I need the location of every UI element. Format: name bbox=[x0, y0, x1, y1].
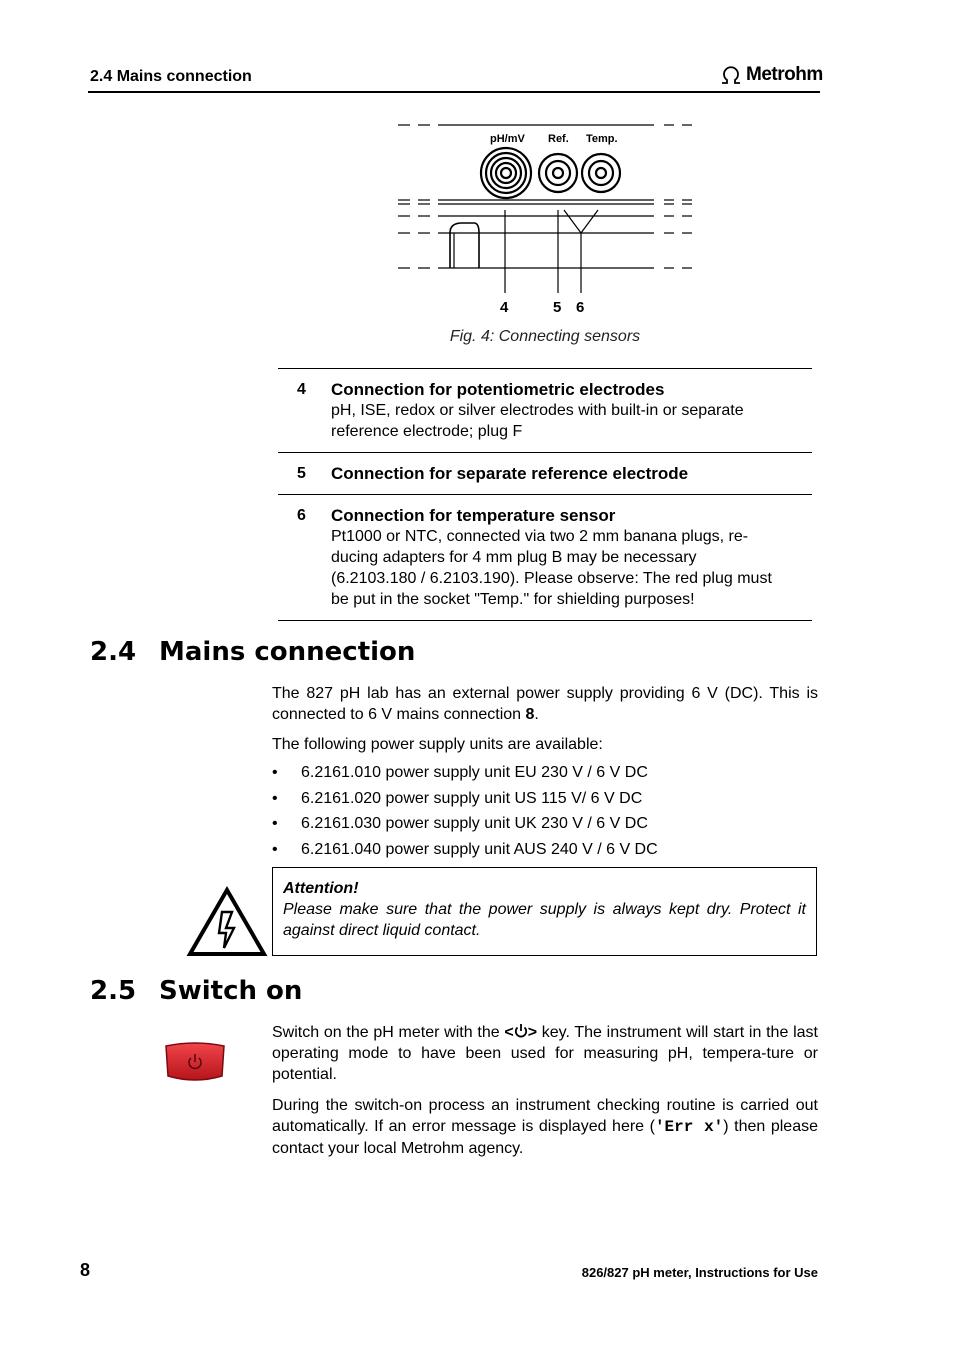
section-heading-2-5 bbox=[90, 976, 302, 1006]
socket-label-ph: pH/mV bbox=[490, 133, 525, 145]
key-bracket-open: < bbox=[504, 1024, 514, 1041]
header-rule bbox=[88, 91, 820, 93]
key-bracket-close: > bbox=[527, 1024, 538, 1041]
metrohm-logo bbox=[720, 64, 823, 86]
legend-line: reference electrode; plug F bbox=[331, 423, 523, 440]
section-number: 2.4 bbox=[90, 637, 137, 667]
legend-number: 4 bbox=[297, 381, 306, 398]
power-supply-list bbox=[272, 764, 818, 866]
list-item-text: 6.2161.030 power supply unit UK 230 V / 6 V DC bbox=[301, 815, 648, 832]
metrohm-omega-icon bbox=[720, 65, 742, 85]
list-item: • 6.2161.010 power supply unit EU 230 V / 6 V DC bbox=[272, 764, 818, 790]
socket-label-temp: Temp. bbox=[586, 133, 618, 145]
list-item-text: 6.2161.010 power supply unit EU 230 V / 6 V DC bbox=[301, 764, 648, 781]
paragraph-text: During the switch-on process an instrument checking routine is carried out automatically. If an error message is displayed here ( bbox=[272, 1097, 818, 1135]
legend-row-5 bbox=[278, 452, 812, 494]
legend-number: 6 bbox=[297, 507, 306, 524]
callout-4: 4 bbox=[500, 299, 509, 315]
error-code: 'Err x' bbox=[654, 1118, 724, 1136]
power-button-image bbox=[162, 1040, 228, 1084]
legend-title: Connection for temperature sensor bbox=[331, 506, 616, 525]
connection-ref-8: 8 bbox=[525, 706, 535, 723]
legend-line: (6.2103.180 / 6.2103.190). Please observe: The red plug must bbox=[331, 570, 772, 587]
paragraph-text: The 827 pH lab has an external power supply providing 6 V (DC). This is connected to 6 V mains connection bbox=[272, 685, 818, 723]
legend-row-6 bbox=[278, 494, 812, 621]
figure-caption: Fig. 4: Connecting sensors bbox=[449, 328, 641, 345]
list-item: • 6.2161.020 power supply unit US 115 V/ 6 V DC bbox=[272, 790, 818, 816]
paragraph-text: key. The instrument will start in the last operating mode to have been used for measuring pH, tempera-ture or potential. bbox=[272, 1024, 818, 1083]
callout-6: 6 bbox=[576, 299, 585, 315]
legend-line: ducing adapters for 4 mm plug B may be necessary bbox=[331, 549, 697, 566]
section-heading-2-4 bbox=[90, 637, 415, 667]
legend-line: pH, ISE, redox or silver electrodes with built-in or separate bbox=[331, 402, 744, 419]
legend-line: be put in the socket "Temp." for shielding purposes! bbox=[331, 591, 695, 608]
callout-5: 5 bbox=[553, 299, 562, 315]
list-item: • 6.2161.030 power supply unit UK 230 V / 6 V DC bbox=[272, 815, 818, 841]
list-item-text: 6.2161.020 power supply unit US 115 V/ 6 V DC bbox=[301, 789, 643, 807]
running-header: 2.4 Mains connection bbox=[90, 68, 252, 85]
list-item-text: 6.2161.040 power supply unit AUS 240 V / 6 V DC bbox=[301, 840, 658, 858]
legend-row-4 bbox=[278, 368, 812, 452]
logo-text: Metrohm bbox=[746, 64, 823, 85]
mains-paragraph-2: The following power supply units are available: bbox=[272, 736, 603, 753]
attention-title: Attention! bbox=[283, 880, 359, 897]
legend-table bbox=[278, 368, 812, 621]
document-title: 826/827 pH meter, Instructions for Use bbox=[581, 1265, 818, 1280]
paragraph-end: . bbox=[534, 706, 539, 723]
mains-paragraph-1 bbox=[272, 683, 818, 725]
sensor-connection-diagram bbox=[390, 115, 700, 315]
high-voltage-warning-icon bbox=[186, 886, 268, 958]
page-number: 8 bbox=[80, 1260, 91, 1280]
legend-line: Pt1000 or NTC, connected via two 2 mm banana plugs, re- bbox=[331, 528, 749, 545]
attention-text: Please make sure that the power supply is always kept dry. Protect it against direct liquid contact. bbox=[283, 901, 806, 939]
section-number: 2.5 bbox=[90, 976, 137, 1006]
socket-label-ref: Ref. bbox=[548, 133, 569, 145]
legend-number: 5 bbox=[297, 465, 306, 482]
power-key-icon bbox=[514, 1023, 528, 1038]
attention-box bbox=[272, 867, 817, 956]
paragraph-text: ) then please contact your local Metrohm agency. bbox=[272, 1118, 819, 1157]
section-title: Mains connection bbox=[159, 637, 416, 667]
switch-on-paragraph-2 bbox=[272, 1095, 818, 1159]
paragraph-text: Switch on the pH meter with the bbox=[272, 1024, 500, 1041]
legend-title: Connection for separate reference electrode bbox=[331, 464, 689, 483]
switch-on-paragraph-1 bbox=[272, 1022, 818, 1085]
section-title: Switch on bbox=[159, 976, 303, 1006]
list-item: • 6.2161.040 power supply unit AUS 240 V / 6 V DC bbox=[272, 841, 818, 867]
legend-title: Connection for potentiometric electrodes bbox=[331, 380, 665, 399]
